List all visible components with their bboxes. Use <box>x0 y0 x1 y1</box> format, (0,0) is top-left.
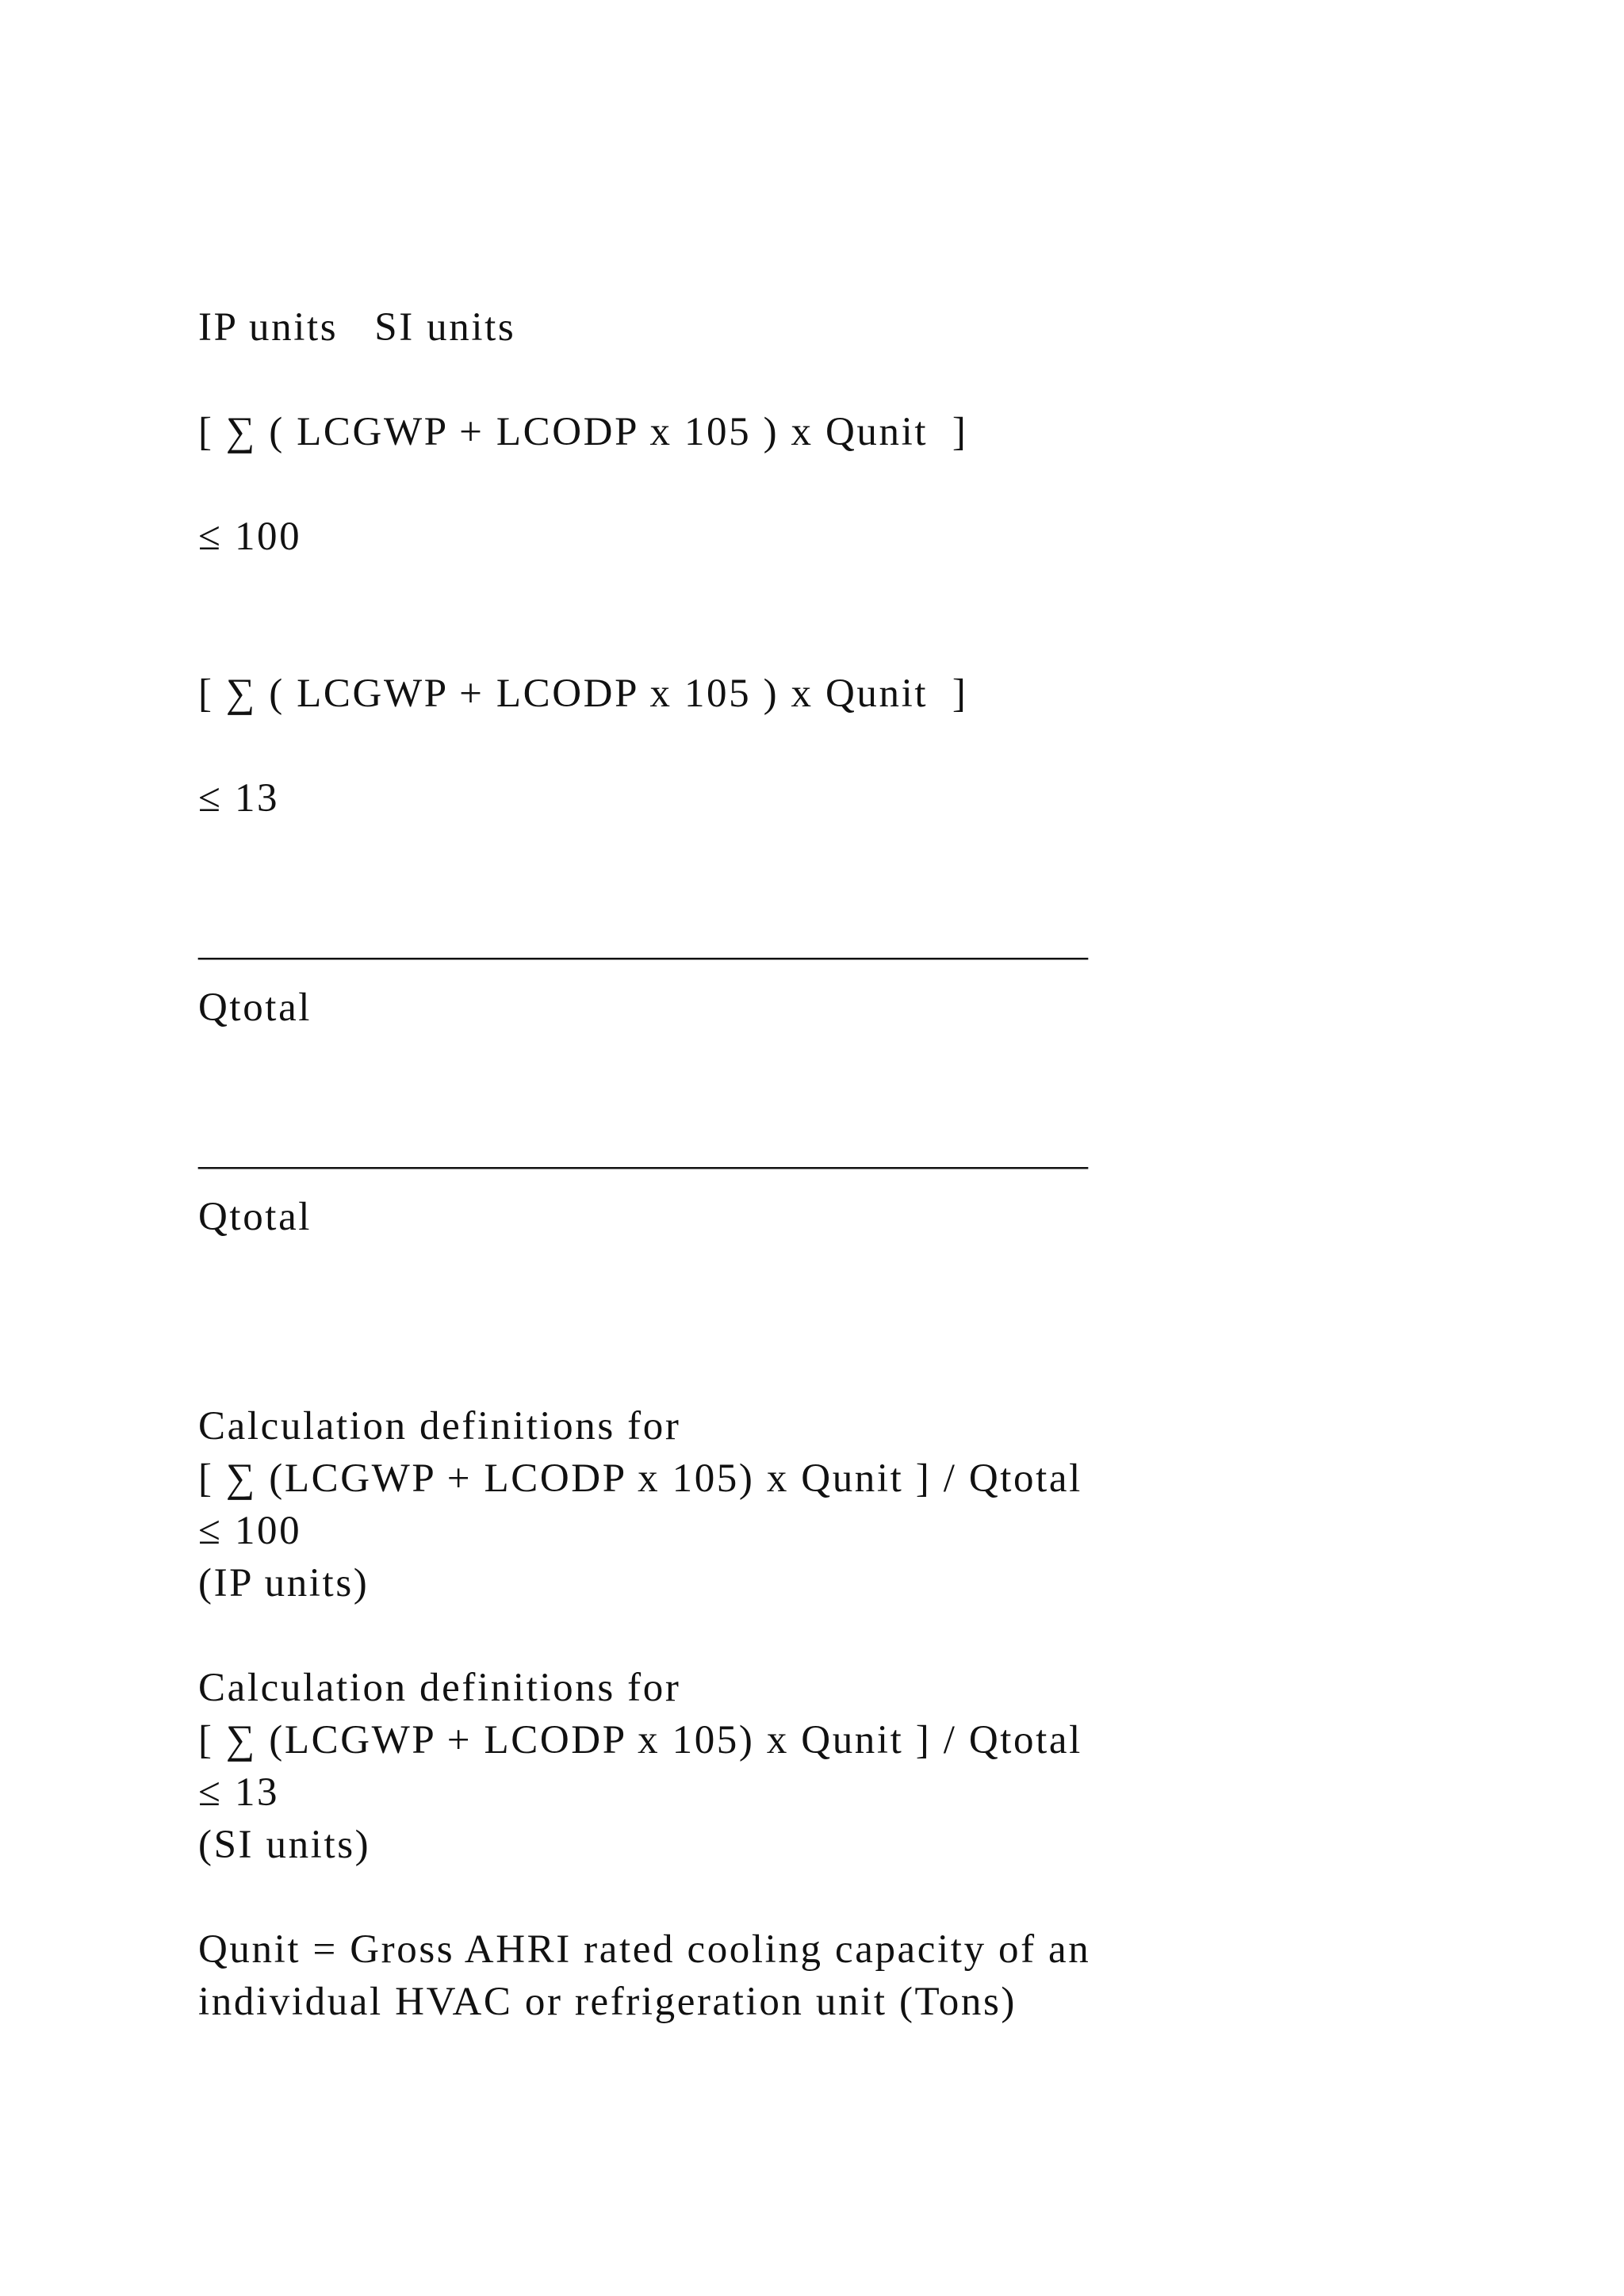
si-definitions-formula: [ ∑ (LCGWP + LCODP x 105) x Qunit ] / Qtotal <box>198 1718 1082 1762</box>
si-formula-limit: ≤ 13 <box>198 776 280 821</box>
ip-fraction-bar: —————————————————————— <box>198 933 1088 978</box>
si-fraction-bar: —————————————————————— <box>198 1142 1088 1187</box>
si-formula-numerator: [ ∑ ( LCGWP + LCODP x 105 ) x Qunit ] <box>198 672 968 716</box>
si-formula-denominator: Qtotal <box>198 1195 312 1239</box>
ip-definitions-limit: ≤ 100 <box>198 1509 302 1553</box>
units-header-line <box>198 301 515 354</box>
si-definitions-title: Calculation definitions for <box>198 1666 681 1710</box>
ip-definitions-units: (IP units) <box>198 1561 370 1605</box>
ip-definitions-formula: [ ∑ (LCGWP + LCODP x 105) x Qunit ] / Qtotal <box>198 1456 1082 1501</box>
ip-formula-numerator: [ ∑ ( LCGWP + LCODP x 105 ) x Qunit ] <box>198 410 968 454</box>
ip-units-label: IP units <box>198 305 339 350</box>
ip-formula-limit: ≤ 100 <box>198 515 302 559</box>
qunit-definition-line-1: Qunit = Gross AHRI rated cooling capacity of an <box>198 1927 1091 1972</box>
si-definitions-limit: ≤ 13 <box>198 1770 280 1815</box>
qunit-definition-line-2: individual HVAC or refrigeration unit (Tons) <box>198 1980 1017 2024</box>
ip-definitions-title: Calculation definitions for <box>198 1404 681 1448</box>
ip-formula-denominator: Qtotal <box>198 985 312 1030</box>
si-units-label: SI units <box>374 305 516 350</box>
si-definitions-units: (SI units) <box>198 1823 371 1867</box>
